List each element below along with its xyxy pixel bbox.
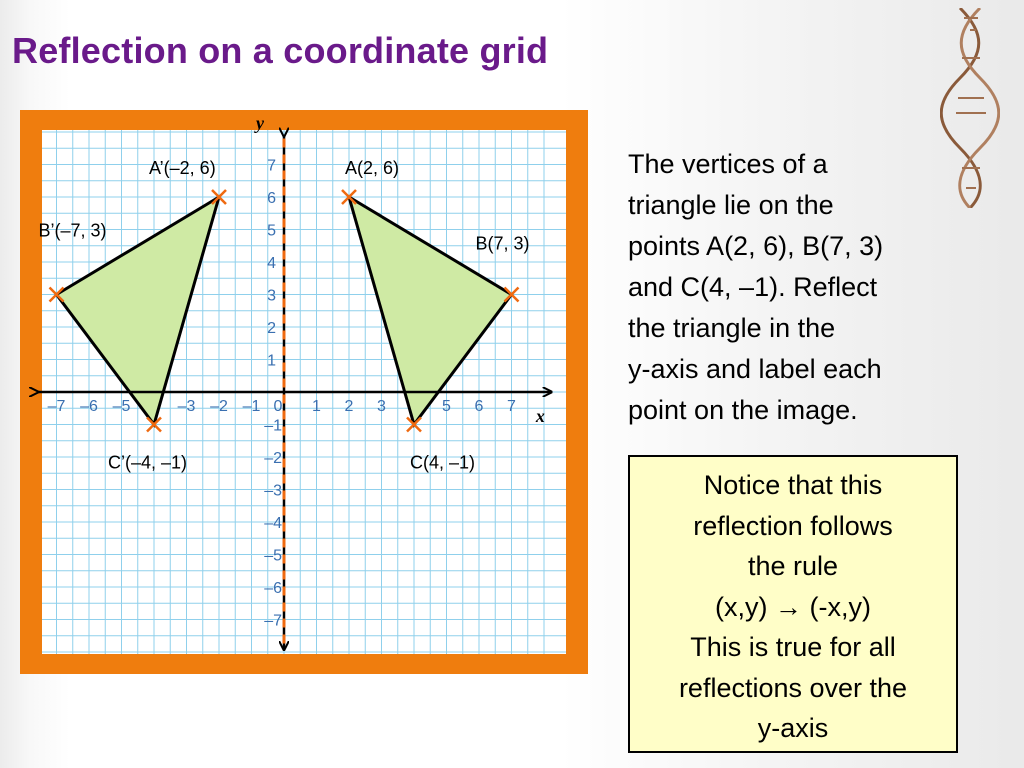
y-tick-label: –5	[264, 547, 282, 565]
x-tick-label: 1	[312, 398, 321, 415]
y-tick-label: –3	[264, 482, 282, 500]
notice-line: reflections over the	[678, 672, 908, 703]
x-tick-label: –7	[47, 398, 66, 415]
y-axis-label: y	[256, 112, 264, 133]
x-tick-label: –2	[210, 398, 228, 415]
vertex-label-b: B(7, 3)	[475, 233, 530, 254]
vertex-label-c: C(4, –1)	[410, 452, 476, 473]
notice-line: This is true for all	[690, 632, 896, 662]
x-tick-label: 5	[442, 398, 451, 415]
y-tick-label: 4	[267, 255, 276, 272]
vertex-label-b-prime: B’(–7, 3)	[38, 220, 107, 241]
notice-rule: (x,y) → (-x,y)	[715, 591, 871, 622]
x-tick-label: 6	[474, 398, 484, 415]
notice-line: Notice that this	[703, 470, 883, 500]
y-tick-label: 1	[267, 352, 276, 370]
question-line: point on the image.	[628, 395, 858, 425]
y-tick-label: 2	[267, 320, 276, 337]
question-line: and C(4, –1). Reflect	[628, 272, 878, 302]
x-tick-label: 7	[507, 398, 516, 415]
y-tick-label: 7	[267, 157, 276, 175]
y-tick-label: –4	[264, 515, 282, 532]
question-line: The vertices of a	[628, 149, 828, 179]
vertex-label-a-prime: A’(–2, 6)	[149, 158, 216, 178]
vertex-label-c-prime: C’(–4, –1)	[108, 452, 188, 473]
question-line: triangle lie on the	[628, 190, 834, 220]
y-tick-label: –6	[264, 580, 282, 597]
question-line: y-axis and label each	[628, 354, 882, 384]
notice-line: reflection follows	[693, 510, 893, 541]
x-tick-label: –6	[80, 398, 98, 415]
notice-line: y-axis	[757, 713, 829, 743]
x-tick-label: –1	[242, 398, 261, 415]
x-tick-label: –3	[177, 398, 196, 415]
y-tick-label: –7	[264, 612, 282, 630]
notice-box	[628, 455, 958, 753]
x-tick-label: 0	[273, 398, 283, 415]
x-tick-label: –5	[112, 398, 131, 415]
question-line: points A(2, 6), B(7, 3)	[628, 231, 884, 261]
x-tick-label: 2	[344, 398, 354, 415]
y-tick-label: 3	[267, 287, 276, 305]
notice-line: the rule	[747, 551, 839, 581]
slide-title: Reflection on a coordinate grid	[12, 30, 549, 71]
question-text	[628, 144, 968, 431]
y-tick-label: 6	[267, 190, 276, 207]
x-axis-label: x	[535, 406, 545, 426]
question-line: the triangle in the	[628, 313, 836, 343]
y-tick-label: 5	[267, 222, 276, 240]
y-tick-label: –2	[264, 450, 282, 467]
coordinate-grid-svg	[20, 110, 588, 674]
vertex-label-a: A(2, 6)	[345, 158, 400, 178]
x-tick-label: 3	[377, 398, 386, 415]
y-tick-label: –1	[264, 417, 282, 435]
coordinate-grid-figure	[20, 110, 588, 674]
